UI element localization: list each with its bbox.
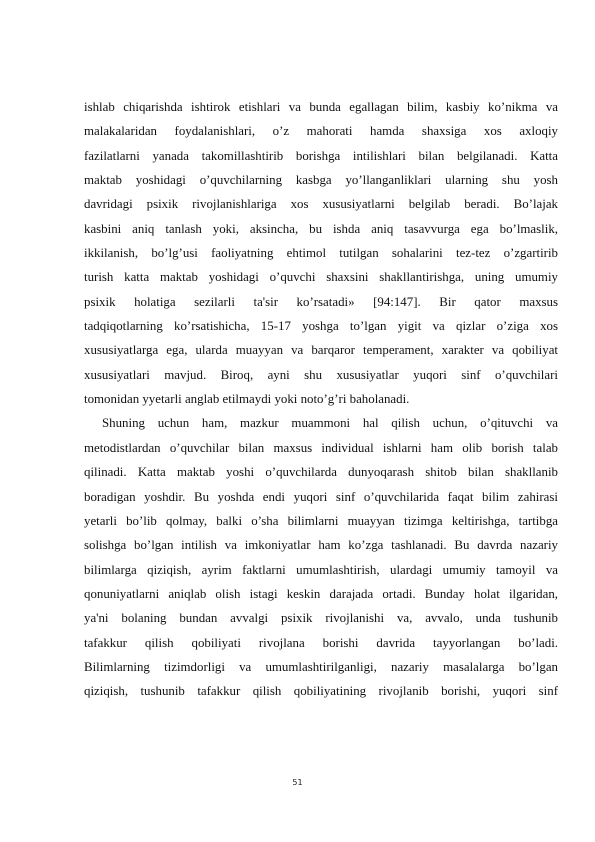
text-line: bilimlarga qiziqish, ayrim faktlarni umumlashtirish, ulardagi umumiy tamoyil va: [84, 562, 558, 577]
text-line: Bilimlarning tizimdorligi va umumlashtirilganligi, nazariy masalalarga bo’lgan: [84, 659, 558, 674]
text-line: xususiyatlarga ega, ularda muayyan va barqaror temperament, xarakter va qobiliyat: [84, 343, 558, 358]
text-line: turish katta maktab yoshidagi o’quvchi shaxsini shakllantirishga, uning umumiy: [84, 270, 558, 285]
text-line: Shuning uchun ham, mazkur muammoni hal qilish uchun, o’qituvchi va: [102, 416, 558, 431]
page-number: 51: [292, 778, 303, 787]
text-line: ishlab chiqarishda ishtirok etishlari va bunda egallagan bilim, kasbiy ko’nikma va: [84, 100, 558, 114]
text-line: qiziqish, tushunib tafakkur qilish qobiliyatining rivojlanib borishi, yuqori sinf: [84, 684, 558, 699]
text-line: yetarli bo’lib qolmay, balki o’sha bilimlarni muayyan tizimga keltirishga, tartibga: [84, 513, 558, 528]
body-text: [84, 95, 558, 704]
text-line: ikkilanish, bo’lg’usi faoliyatning ehtimol tutilgan sohalarini tez-tez o’zgartirib: [84, 246, 558, 261]
text-line: psixik holatiga sezilarli ta'sir ko’rsatadi» [94:147]. Bir qator maxsus: [84, 294, 558, 309]
text-line: boradigan yoshdir. Bu yoshda endi yuqori sinf o’quvchilarida faqat bilim zahirasi: [84, 489, 558, 504]
paragraph-1: [84, 95, 558, 411]
text-line: tomonidan yyetarli anglab etilmaydi yoki noto’g’ri baholanadi.: [84, 392, 410, 407]
text-line: malakalaridan foydalanishlari, o’z mahorati hamda shaxsiga xos axloqiy: [84, 124, 558, 139]
paragraph-2: [84, 411, 558, 703]
text-line: solishga bo’lgan intilish va imkoniyatlar ham ko’zga tashlanadi. Bu davrda nazariy: [84, 538, 558, 553]
text-line: qonuniyatlarni aniqlab olish istagi keskin darajada ortadi. Bunday holat ilgaridan,: [84, 586, 558, 601]
text-line: metodistlardan o’quvchilar bilan maxsus individual ishlarni ham olib borish talab: [84, 440, 558, 455]
text-line: tafakkur qilish qobiliyati rivojlana borishi davrida tayyorlangan bo’ladi.: [84, 635, 558, 650]
text-line: maktab yoshidagi o’quvchilarning kasbga yo’llanganliklari ularning shu yosh: [84, 173, 558, 188]
text-line: kasbini aniq tanlash yoki, aksincha, bu ishda aniq tasavvurga ega bo’lmaslik,: [84, 221, 558, 236]
text-line: davridagi psixik rivojlanishlariga xos xususiyatlarni belgilab beradi. Bo’lajak: [84, 197, 558, 212]
text-line: qilinadi. Katta maktab yoshi o’quvchilarda dunyoqarash shitob bilan shakllanib: [84, 465, 558, 480]
text-line: fazilatlarni yanada takomillashtirib borishga intilishlari bilan belgilanadi. Katta: [84, 148, 558, 163]
text-line: ya'ni bolaning bundan avvalgi psixik rivojlanishi va, avvalo, unda tushunib: [84, 611, 558, 626]
text-line: tadqiqotlarning ko’rsatishicha, 15-17 yoshga to’lgan yigit va qizlar o’ziga xos: [84, 319, 558, 334]
text-line: xususiyatlari mavjud. Biroq, ayni shu xususiyatlar yuqori sinf o’quvchilari: [84, 367, 558, 382]
